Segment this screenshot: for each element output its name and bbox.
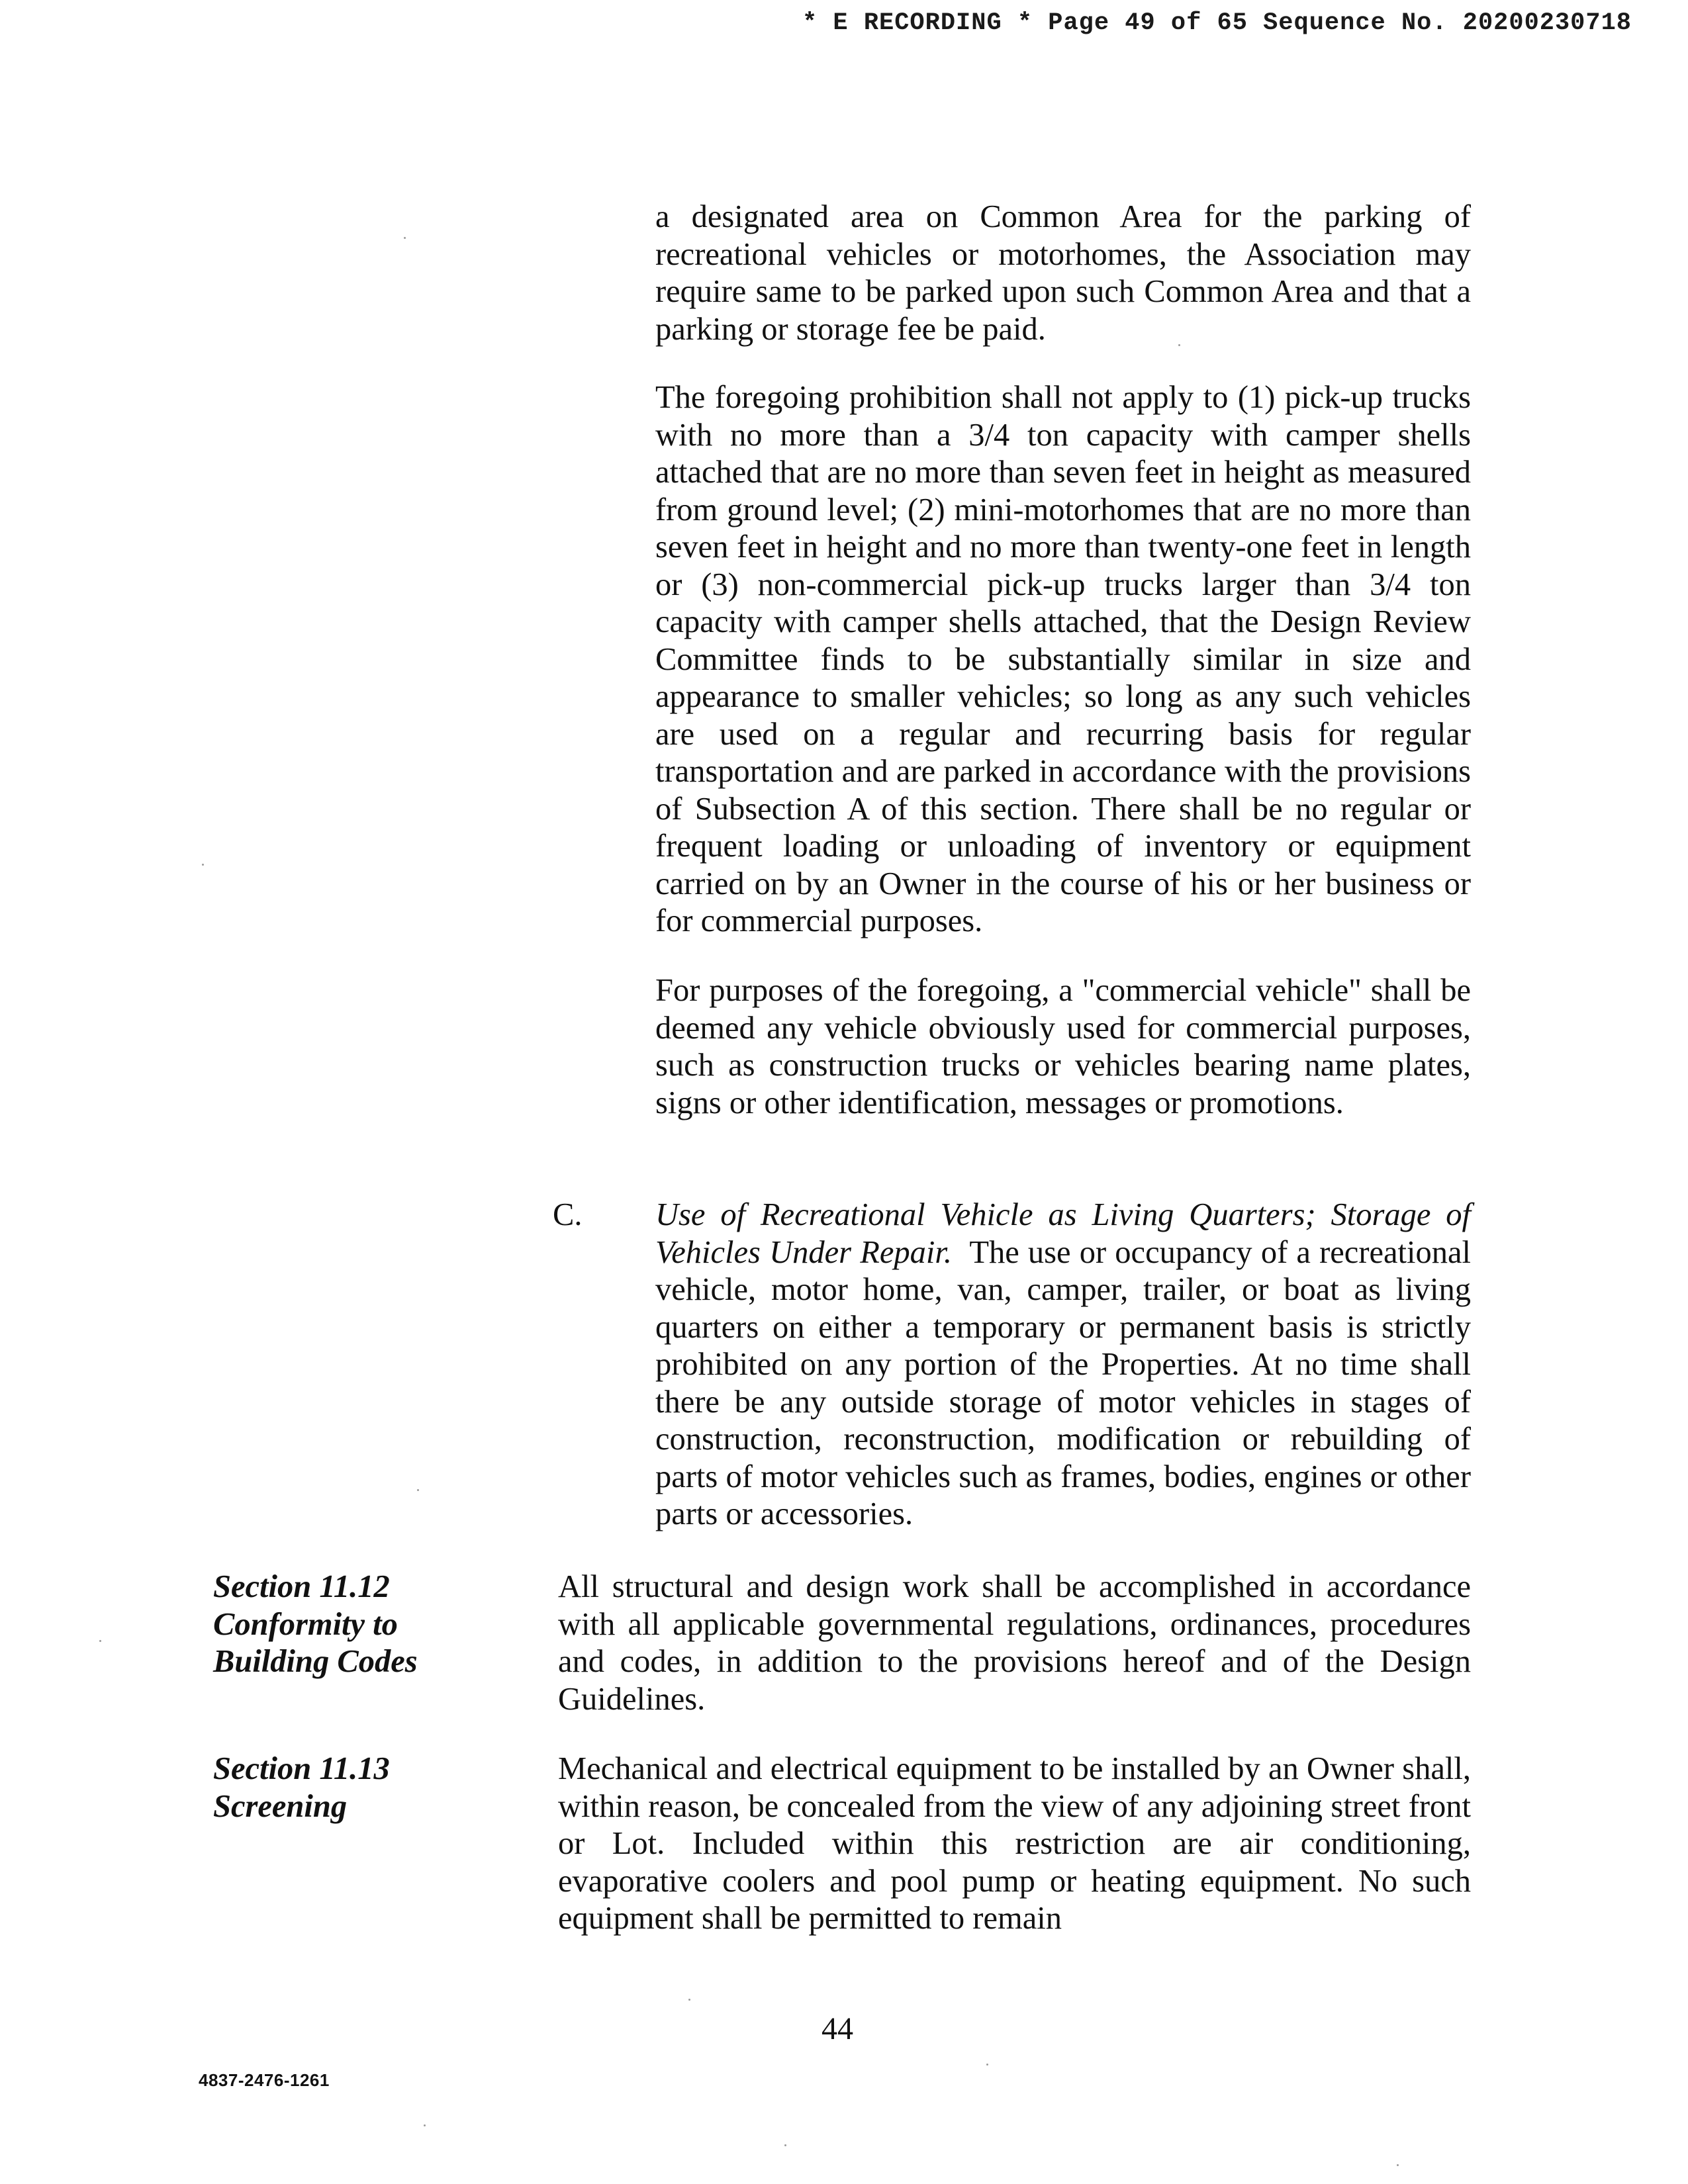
subsection-c-heading: Use of Recreational Vehicle as Living Quarters; Storage of Vehicles Under Repair.: [655, 1197, 1471, 1270]
section-11-13-title-line-1: Screening: [213, 1788, 348, 1824]
page-number: 44: [821, 2011, 853, 2046]
subsection-c-text: [655, 1197, 1471, 1533]
subsection-c-body: The use or occupancy of a recreational vehicle, motor home, van, camper, trailer, or boat as living quarters on either a temporary or permanent basis is strictly prohibited on any portion of the Properties. At no time shall there be any outside storage of motor vehicles in stages of construction, reconstruction, modification or rebuilding of parts of motor vehicles such as frames, bodies, engines or other parts or accessories.: [655, 1234, 1471, 1531]
section-11-12-number: Section 11.12: [213, 1569, 390, 1604]
section-11-12-title-line-2: Building Codes: [213, 1644, 418, 1679]
body-paragraph-1: a designated area on Common Area for the parking of recreational vehicles or motorhomes, the Association may require same to be parked upon such Common Area and that a parking or storage fee be paid.: [655, 199, 1471, 347]
section-11-12-text: All structural and design work shall be accomplished in accordance with all applicable governmental regulations, ordinances, procedures and codes, in addition to the provisions hereof and of the Design Guidelines.: [558, 1569, 1471, 1717]
section-11-13-heading: [213, 1751, 478, 1825]
scan-speck: [784, 2144, 786, 2146]
section-11-12-heading: [213, 1569, 478, 1681]
body-paragraph-2: The foregoing prohibition shall not apply to (1) pick-up trucks with no more than a 3/4 ton capacity with camper shells attached that are no more than seven feet in height as measured from ground level; (2) mini-motorhomes that are no more than seven feet in height and no more than twenty-one feet in length or (3) non-commercial pick-up trucks larger than 3/4 ton capacity with camper shells attached, that the Design Review Committee finds to be substantially similar in size and appearance to smaller vehicles; so long as any such vehicles are used on a regular and recurring basis for regular transportation and are parked in accordance with the provisions of Subsection A of this section. There shall be no regular or frequent loading or unloading of inventory or equipment carried on by an Owner in the course of his or her business or for commercial purposes.: [655, 380, 1471, 938]
document-id: 4837-2476-1261: [199, 2070, 330, 2090]
scan-speck: [1178, 344, 1180, 346]
section-11-13-text: Mechanical and electrical equipment to be installed by an Owner shall, within reason, be concealed from the view of any adjoining street front or Lot. Included within this restriction are air conditioning, evaporative coolers and pool pump or heating equipment. No such equipment shall be permitted to remain: [558, 1751, 1471, 1936]
subsection-c-label: C.: [553, 1197, 583, 1232]
scan-speck: [404, 237, 406, 239]
section-11-12-title-line-1: Conformity to: [213, 1606, 398, 1642]
scan-speck: [424, 2124, 426, 2126]
body-paragraph-3: For purposes of the foregoing, a "commercial vehicle" shall be deemed any vehicle obviously used for commercial purposes, such as construction trucks or vehicles bearing name plates, signs or other identification, messages or promotions.: [655, 973, 1471, 1120]
scan-speck: [417, 1489, 419, 1491]
scan-speck: [1397, 2164, 1399, 2166]
scan-speck: [99, 1640, 101, 1642]
scan-speck: [986, 2064, 988, 2066]
scan-speck: [688, 1999, 690, 2001]
recording-header: * E RECORDING * Page 49 of 65 Sequence No. 20200230718: [802, 9, 1632, 37]
section-11-13-number: Section 11.13: [213, 1751, 390, 1786]
scan-speck: [202, 864, 204, 866]
